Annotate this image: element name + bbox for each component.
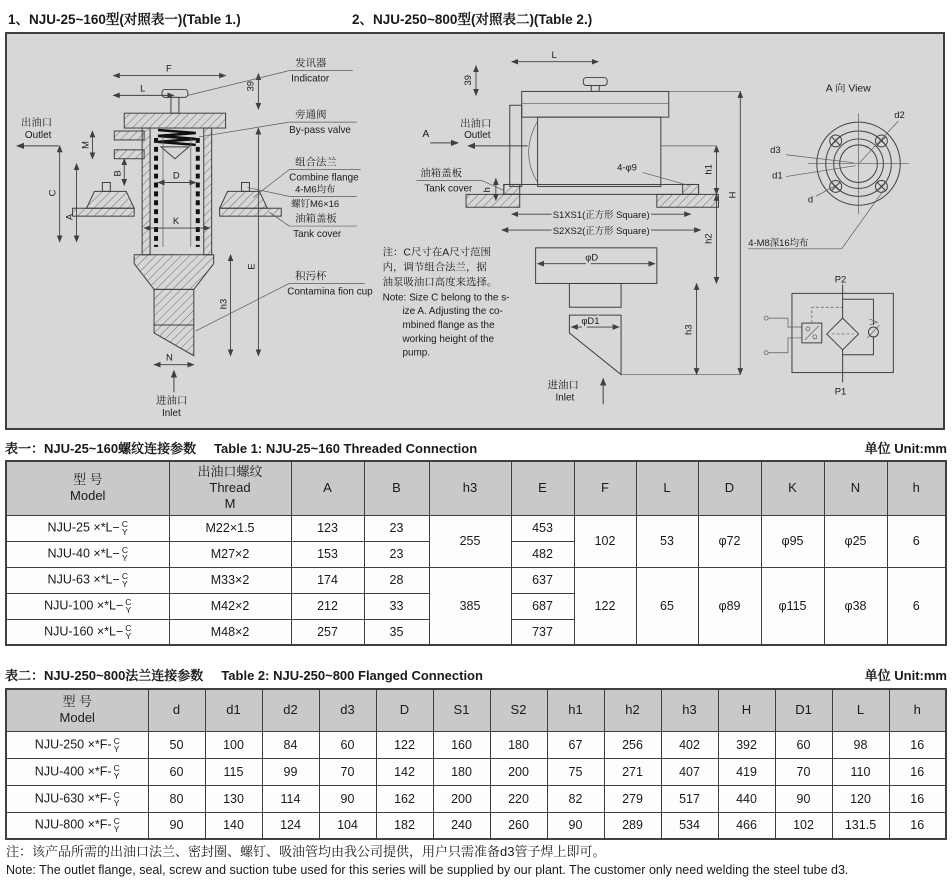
- cell: φ89: [698, 567, 761, 645]
- cell: 182: [376, 812, 433, 839]
- cell: 140: [205, 812, 262, 839]
- a-view-title: A 向 View: [825, 83, 871, 95]
- cell-model: NJU-25 ×*L− C Y: [6, 515, 169, 541]
- cell: 289: [604, 812, 661, 839]
- flange-label-zh: 组合法兰: [295, 157, 337, 169]
- cell: 16: [889, 785, 946, 812]
- cell: 70: [319, 758, 376, 785]
- cell: 60: [319, 731, 376, 758]
- footnote: [6, 842, 946, 879]
- indicator-label-en: Indicator: [291, 73, 330, 85]
- table-row: [6, 758, 946, 785]
- col-header-h: h: [887, 461, 946, 515]
- dim-C: C: [46, 189, 58, 197]
- table-row: [6, 515, 946, 541]
- cell: 256: [604, 731, 661, 758]
- cell: 60: [148, 758, 205, 785]
- cell: 687: [511, 593, 574, 619]
- tank-cover2-label-zh: 油箱盖板: [420, 168, 463, 180]
- screws-label-zh2: 螺钉M6×16: [291, 198, 340, 210]
- cell: 482: [511, 541, 574, 567]
- cell: 110: [832, 758, 889, 785]
- screws-label-zh: 4-M6均布: [295, 183, 336, 195]
- col-header: S1: [433, 689, 490, 731]
- drawing-svg: [7, 34, 943, 428]
- note-line: pump.: [402, 347, 431, 359]
- outlet-label-en: Outlet: [24, 129, 52, 141]
- cell: 122: [376, 731, 433, 758]
- table-row: [6, 567, 946, 593]
- cell-model: NJU-160 ×*L− C Y: [6, 619, 169, 645]
- table1-unit: 单位 Unit:mm: [864, 441, 947, 456]
- cell-model: NJU-400 ×*F- C Y: [6, 758, 148, 785]
- col-header: h1: [547, 689, 604, 731]
- outlet-label-zh: 出油口: [20, 118, 53, 130]
- cell: 180: [433, 758, 490, 785]
- technical-drawing-panel: [5, 32, 945, 430]
- cell: M22×1.5: [169, 515, 291, 541]
- cell: 90: [319, 785, 376, 812]
- dim2-39: 39: [462, 75, 474, 86]
- cell: 279: [604, 785, 661, 812]
- table-row: [6, 785, 946, 812]
- cell: 104: [319, 812, 376, 839]
- hydraulic-symbol: [764, 273, 893, 396]
- cell: M42×2: [169, 593, 291, 619]
- cell: 6: [887, 567, 946, 645]
- table1-caption-en: Table 1: NJU-25~160 Threaded Connection: [214, 441, 478, 456]
- cell: 212: [291, 593, 364, 619]
- tank-cover2-label-en: Tank cover: [424, 183, 473, 195]
- dim2-h3: h3: [682, 324, 694, 335]
- note-line: working height of the: [402, 333, 495, 345]
- cell: 82: [547, 785, 604, 812]
- cell: 98: [832, 731, 889, 758]
- dim-F: F: [165, 62, 172, 74]
- col-header-B: B: [364, 461, 429, 515]
- cell: 90: [547, 812, 604, 839]
- cell: 200: [433, 785, 490, 812]
- tank-cover-label-en: Tank cover: [293, 228, 342, 240]
- cell-model: NJU-63 ×*L− C Y: [6, 567, 169, 593]
- cell: M48×2: [169, 619, 291, 645]
- dim-L: L: [140, 82, 146, 94]
- col-header: h3: [661, 689, 718, 731]
- dim2-holes: 4-φ9: [617, 161, 637, 173]
- section-title-2: 2、NJU-250~800型(对照表二)(Table 2.): [352, 12, 593, 27]
- table1-caption-zh: 表一：NJU-25~160螺纹连接参数: [5, 441, 197, 456]
- a-view-detail: [748, 81, 909, 248]
- cell: 23: [364, 541, 429, 567]
- col-header-L: L: [636, 461, 698, 515]
- cell: 122: [574, 567, 636, 645]
- col-header-model: 型 号 Model: [6, 689, 148, 731]
- col-header: d2: [262, 689, 319, 731]
- cell: 70: [775, 758, 832, 785]
- cell: 162: [376, 785, 433, 812]
- cell: 124: [262, 812, 319, 839]
- cell-model: NJU-100 ×*L− C Y: [6, 593, 169, 619]
- dim2-s1: S1XS1(正方形 Square): [552, 209, 650, 221]
- dim2-H: H: [726, 191, 738, 199]
- table2-caption-zh: 表二：NJU-250~800法兰连接参数: [5, 668, 204, 683]
- dim-M: M: [79, 141, 91, 149]
- cell: 200: [490, 758, 547, 785]
- note-line: Note: Size C belong to the s-: [382, 292, 510, 304]
- cell: 84: [262, 731, 319, 758]
- table-row: [6, 812, 946, 839]
- cell: 100: [205, 731, 262, 758]
- cell: 102: [775, 812, 832, 839]
- cell: 23: [364, 515, 429, 541]
- port-p2-label: P2: [834, 273, 847, 285]
- cell: 453: [511, 515, 574, 541]
- outlet2-label-en: Outlet: [464, 129, 491, 141]
- col-header-F: F: [574, 461, 636, 515]
- note-line: mbined flange as the: [402, 320, 495, 332]
- cell-model: NJU-250 ×*F- C Y: [6, 731, 148, 758]
- cup-label-en: Contamina fion cup: [287, 286, 373, 298]
- dim2-h: h: [480, 187, 492, 193]
- cell: φ38: [824, 567, 887, 645]
- cell: 257: [291, 619, 364, 645]
- note-line: ize A. Adjusting the co-: [402, 306, 503, 318]
- dim2-h2: h2: [702, 233, 714, 244]
- cell: 153: [291, 541, 364, 567]
- dim-B: B: [111, 170, 123, 177]
- a-view-d: d: [807, 193, 814, 205]
- bypass-label-zh: 旁通阀: [295, 110, 327, 122]
- cell: 737: [511, 619, 574, 645]
- dim2-h1: h1: [702, 164, 714, 175]
- cell: 53: [636, 515, 698, 567]
- cell: 60: [775, 731, 832, 758]
- note-line: 油泵吸油口高度来选择。: [382, 277, 498, 289]
- indicator-label-zh: 发讯器: [295, 58, 327, 70]
- flanged-filter-drawing: [416, 49, 740, 404]
- cell: φ95: [761, 515, 824, 567]
- inlet2-label-en: Inlet: [555, 392, 575, 404]
- cell: 102: [574, 515, 636, 567]
- a-view-bolts: 4-M8深16均布: [748, 236, 809, 248]
- inlet-label-zh: 进油口: [156, 396, 188, 408]
- col-header: H: [718, 689, 775, 731]
- cell: 440: [718, 785, 775, 812]
- a-arrow-label: A: [422, 128, 430, 140]
- cell: 130: [205, 785, 262, 812]
- cell: 16: [889, 758, 946, 785]
- flange-label-en: Combine flange: [289, 172, 359, 184]
- cell: 33: [364, 593, 429, 619]
- size-note-block: [383, 246, 510, 359]
- col-header: h2: [604, 689, 661, 731]
- dim2-s2: S2XS2(正方形 Square): [552, 224, 650, 236]
- col-header-D: D: [698, 461, 761, 515]
- col-header: D1: [775, 689, 832, 731]
- cell: 114: [262, 785, 319, 812]
- cell: M27×2: [169, 541, 291, 567]
- footnote-en: Note: The outlet flange, seal, screw and suction tube used for this series will be supplied by our plant. The customer only need welding the steel tube d3.: [6, 863, 849, 877]
- col-header-K: K: [761, 461, 824, 515]
- cell: 131.5: [832, 812, 889, 839]
- col-header: D: [376, 689, 433, 731]
- col-header-thread: 出油口螺纹 Thread M: [169, 461, 291, 515]
- threaded-filter-drawing: [17, 57, 373, 419]
- cell: 123: [291, 515, 364, 541]
- table1-threaded-connection: [5, 460, 947, 646]
- cell: 260: [490, 812, 547, 839]
- port-p1-label: P1: [834, 385, 847, 397]
- bypass-label-en: By-pass valve: [289, 125, 351, 136]
- cell: M33×2: [169, 567, 291, 593]
- tank-cover-label-zh: 油箱盖板: [295, 214, 337, 226]
- col-header: h: [889, 689, 946, 731]
- cell: 65: [636, 567, 698, 645]
- cell-model: NJU-40 ×*L− C Y: [6, 541, 169, 567]
- cell: 160: [433, 731, 490, 758]
- cell: 16: [889, 812, 946, 839]
- dim-39: 39: [244, 80, 256, 92]
- section-title-1: 1、NJU-25~160型(对照表一)(Table 1.): [8, 12, 241, 27]
- cell: 637: [511, 567, 574, 593]
- col-header: L: [832, 689, 889, 731]
- dim2-L: L: [551, 48, 557, 60]
- col-header: S2: [490, 689, 547, 731]
- cell: 466: [718, 812, 775, 839]
- callout-tank-cover: [269, 212, 356, 240]
- col-header: d: [148, 689, 205, 731]
- cell: 407: [661, 758, 718, 785]
- cell: φ72: [698, 515, 761, 567]
- outlet2-label-zh: 出油口: [460, 119, 492, 131]
- cell: φ25: [824, 515, 887, 567]
- footnote-zh: 注：该产品所需的出油口法兰、密封圈、螺钉、吸油管均由我公司提供，用户只需准备d3管子焊上即可。: [6, 844, 606, 859]
- dim-A: A: [63, 213, 75, 221]
- inlet-label-en: Inlet: [162, 408, 181, 420]
- dim-D: D: [172, 169, 180, 181]
- dim2-phiD: φD: [585, 251, 599, 263]
- cell: 16: [889, 731, 946, 758]
- note-line: 注：C尺寸在A尺寸范围: [382, 247, 491, 259]
- table2-caption-en: Table 2: NJU-250~800 Flanged Connection: [221, 668, 483, 683]
- cell: 271: [604, 758, 661, 785]
- section-titles: [0, 0, 952, 30]
- col-header-A: A: [291, 461, 364, 515]
- cell: 534: [661, 812, 718, 839]
- cell: 50: [148, 731, 205, 758]
- col-header: d3: [319, 689, 376, 731]
- table2-caption: [5, 665, 947, 684]
- cell: 402: [661, 731, 718, 758]
- cell: 174: [291, 567, 364, 593]
- cell: 142: [376, 758, 433, 785]
- cell: 67: [547, 731, 604, 758]
- cell: 99: [262, 758, 319, 785]
- cell: 255: [429, 515, 511, 567]
- dim2-phiD1: φD1: [581, 315, 600, 327]
- cell: 240: [433, 812, 490, 839]
- cell: 115: [205, 758, 262, 785]
- a-view-d1: d1: [772, 169, 783, 181]
- cell: 75: [547, 758, 604, 785]
- cell: 392: [718, 731, 775, 758]
- dim-h3: h3: [217, 298, 229, 310]
- cell: 90: [775, 785, 832, 812]
- cell: 385: [429, 567, 511, 645]
- table2-flanged-connection: [5, 688, 947, 840]
- cell: 28: [364, 567, 429, 593]
- table2-unit: 单位 Unit:mm: [864, 668, 947, 683]
- dim-N: N: [165, 351, 173, 363]
- a-view-d2: d2: [894, 109, 905, 121]
- cell: 180: [490, 731, 547, 758]
- a-view-d3: d3: [770, 143, 781, 155]
- cell: 80: [148, 785, 205, 812]
- cell: 419: [718, 758, 775, 785]
- col-header: d1: [205, 689, 262, 731]
- table-row: [6, 731, 946, 758]
- col-header-N: N: [824, 461, 887, 515]
- table1-caption: [5, 438, 947, 457]
- cell: 6: [887, 515, 946, 567]
- cell: 120: [832, 785, 889, 812]
- cell: 35: [364, 619, 429, 645]
- cell-model: NJU-800 ×*F- C Y: [6, 812, 148, 839]
- note-line: 内，调节组合法兰，据: [382, 262, 487, 274]
- cell: 90: [148, 812, 205, 839]
- col-header-E: E: [511, 461, 574, 515]
- col-header-model: 型 号 Model: [6, 461, 169, 515]
- col-header-h3: h3: [429, 461, 511, 515]
- callout-indicator: [188, 57, 353, 96]
- cell: 220: [490, 785, 547, 812]
- dim-K: K: [172, 215, 180, 227]
- cell-model: NJU-630 ×*F- C Y: [6, 785, 148, 812]
- cell: φ115: [761, 567, 824, 645]
- cell: 517: [661, 785, 718, 812]
- inlet2-label-zh: 进油口: [547, 380, 579, 392]
- dim-E: E: [245, 263, 257, 270]
- cup-label-zh: 积污杯: [295, 271, 327, 283]
